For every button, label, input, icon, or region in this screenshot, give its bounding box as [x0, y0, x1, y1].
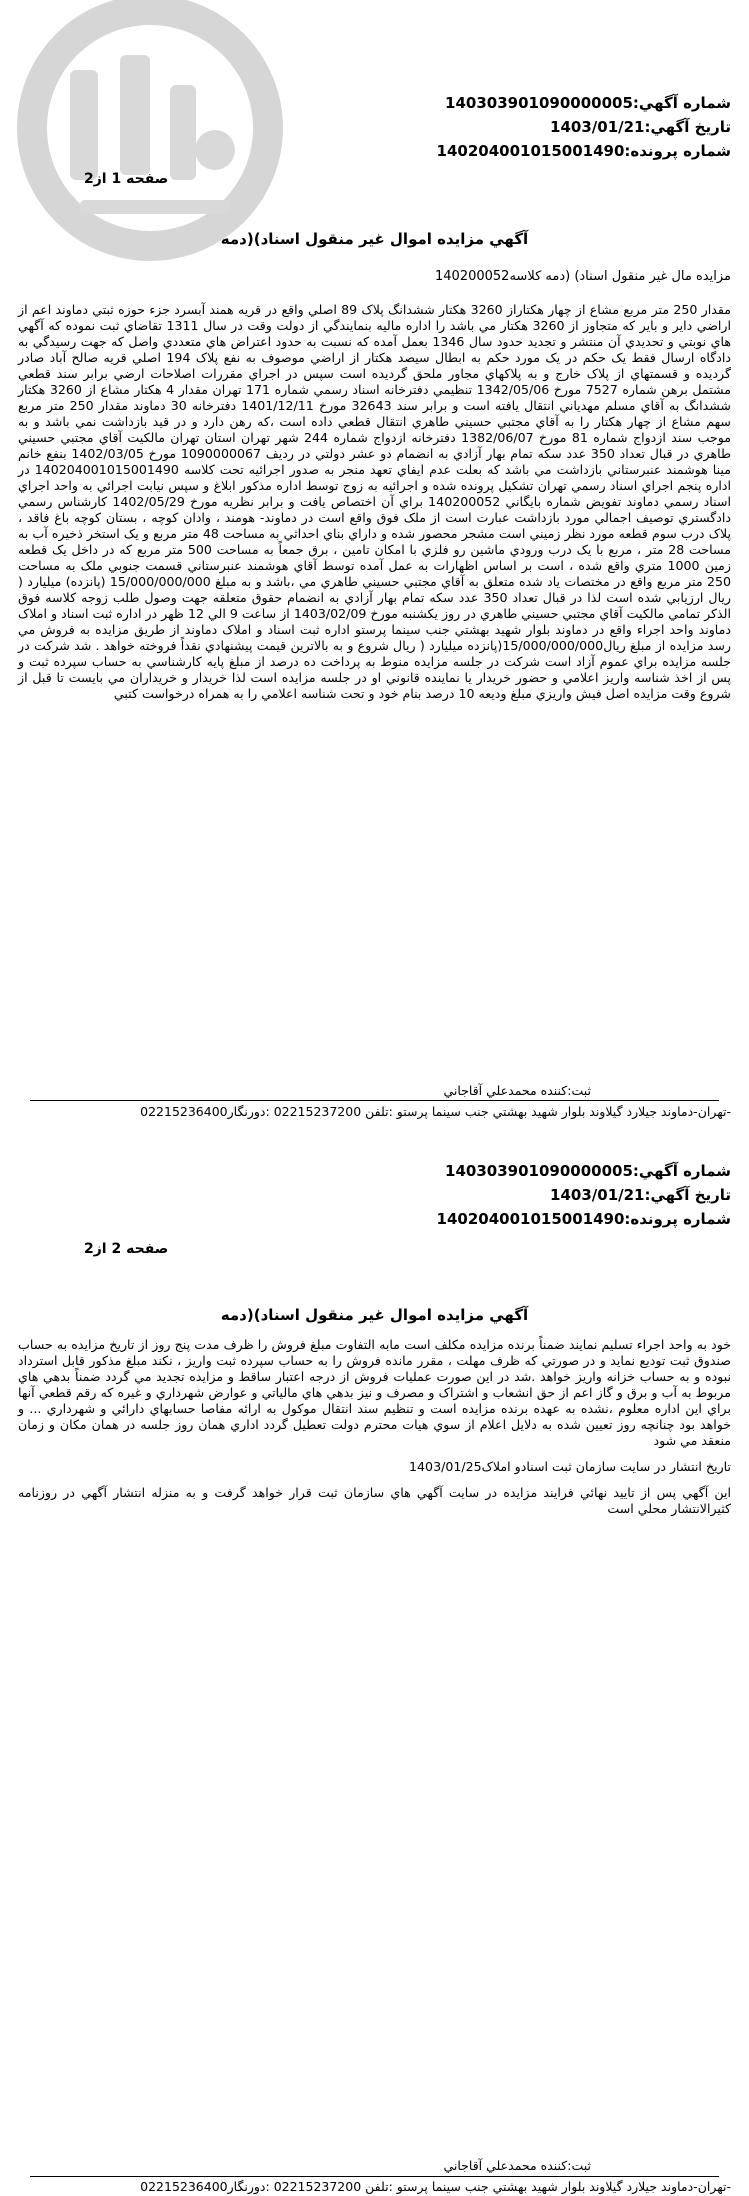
ad-header-meta-2	[437, 1159, 731, 1231]
divider-2	[30, 2176, 719, 2177]
ad-date: تاريخ آگهي:1403/01/21	[550, 118, 731, 136]
ad-number: شماره آگهي:140303901090000005	[445, 1162, 731, 1180]
ad-header-meta	[437, 91, 731, 163]
body-paragraph: خود به واحد اجراء تسليم نمايند ضمناً برنده مزايده مکلف است مابه التفاوت مبلغ فروش را ظرف مدت پنج روز از تاريخ مزايده به حساب صندوق ثبت توديع نمايد و در صورتي که ظرف مهلت ، مقرر مانده فروش را به حساب سپرده ثبت واريز ، نکند مبلغ مذکور قابل استرداد نبوده و به حساب خزانه واريز خواهد .شد در اين صورت عمليات فروش از درجه اعتبار ساقط و مزايده تجديد مي گردد ضمناً بدهي هاي مربوط به آب و برق و گاز اعم از حق انشعاب و اشتراک و مصرف و نيز بدهي هاي مالياتي و عوارض شهرداري و غيره که رقم قطعي آنها براي اين اداره معلوم ،نشده به عهده برنده مزايده است و تنظيم سند انتقال موکول به ارائه مفاصا حسابهاي دارائي و شهرداري ... و خواهد بود چنانچه روز تعيين شده به دلايل اعلام از سوي هيات محترم دولت تعطيل گردد اداري همان روز جلسه در همان مکان و زمان منعقد مي شود	[18, 1337, 731, 1448]
ad-title-2: آگهي مزايده اموال غير منقول اسناد)(دمه	[220, 1306, 529, 1324]
ad-title: آگهي مزايده اموال غير منقول اسناد)(دمه	[220, 230, 529, 248]
file-number: شماره پرونده:140204001015001490	[436, 1210, 731, 1228]
publish-date-note: تاريخ انتشار در سايت سازمان ثبت اسنادو املاک1403/01/25	[409, 1459, 731, 1474]
ad-subtitle: مزايده مال غير منقول اسناد) (دمه کلاسه140200052	[435, 269, 731, 284]
office-address: -تهران-دماوند جيلارد گيلاوند بلوار شهيد بهشتي جنب سينما پرستو :تلفن 02215237200 :دورنگار02215236400	[140, 1104, 731, 1119]
file-number: شماره پرونده:140204001015001490	[436, 142, 731, 160]
registrar-signature: ثبت:کننده محمدعلي آقاجاني	[443, 1083, 591, 1098]
ad-body	[18, 302, 731, 712]
registrar-signature-2: ثبت:کننده محمدعلي آقاجاني	[443, 2158, 591, 2173]
page-label-2: صفحه 2 از2	[84, 1241, 169, 1257]
ad-body-2	[18, 1337, 731, 1527]
ad-date: تاريخ آگهي:1403/01/21	[550, 1186, 731, 1204]
ad-number: شماره آگهي:140303901090000005	[445, 94, 731, 112]
divider	[30, 1100, 719, 1101]
publication-note: اين آگهي پس از تاييد نهائي فرايند مزايده در سايت آگهي هاي سازمان ثبت قرار خواهد گرفت و به منزله انتشار آگهي در روزنامه کثيرالانتشار محلي است	[18, 1485, 731, 1516]
office-address-2: -تهران-دماوند جيلارد گيلاوند بلوار شهيد بهشتي جنب سينما پرستو :تلفن 02215237200 :دورنگار02215236400	[140, 2179, 731, 2194]
body-paragraph: مقدار 250 متر مربع مشاع از چهار هکتاراز 3260 هکتار ششدانگ پلاک 89 اصلي واقع در قريه همند آبسرد جزء حوزه ثبتي دماوند اعم از اراضي داير و باير که متجاوز از 3260 هکتار مي باشد را اداره ماليه بنمايندگي از دولت وقت در سال 1311 تقاضاي ثبت نموده که آگهي هاي نوبتي و تحديدي آن منتشر و تجديد حدود سال 1346 بعمل آمده که نسبت به حدود اعتراض هاي متعددي واصل که جهت رسيدگي به دادگاه ارسال فقط يک حکم در يک مورد حکم به ابطال سيصد هکتار از اراضي موصوف به نفع پلاک 194 اصلي قريه صالح آباد صادر گرديده و قسمتهاي از پلاک خارج و به پلاکهاي مجاور ملحق گرديده است سپس در اجراي مقررات اصلاحات ارضي برابر سند قطعي مشتمل برهن شماره 7527 مورخ 1342/05/06 تنظيمي دفترخانه اسناد رسمي شماره 171 تهران مقدار 4 هکتار مشاع از 3260 هکتار ششدانگ به آقاي مسلم مهدياني انتقال يافته است و برابر سند 32643 مورخ 1401/12/11 دفترخانه 30 دماوند مقدار 250 متر مربع سهم مشاع از چهار هکتار را به آقاي مجتبي حسيني طاهري انتقال قطعي داده است ،که رهن دارد و در قيد بازداشت نمي باشد و به موجب سند ازدواج شماره 81 مورخ 1382/06/07 دفترخانه ازدواج شماره 244 شهر تهران استان تهران مالکيت آقاي مجتبي حسيني طاهري در قبال تعداد 350 عدد سکه تمام بهار آزادي به انضمام دو عشر دولتي در رديف 1090000067 مورخ 1402/03/05 بنفع خانم مينا هوشمند عنبرستاني بازداشت مي باشد که بعلت عدم ايفاي تعهد منجر به صدور اجرائيه تحت کلاسه 140204001015001490 در اداره پنجم اجراي اسناد رسمي تهران تشکيل پرونده شده و اجرائيه به زوج توسط اداره مذکور ابلاغ و سپس نيابت اجرائي به واحد اجراي اسناد رسمي دماوند تفويض شماره بايگاني 140200052 براي آن اختصاص يافت و برابر نظريه مورخ 1402/05/29 کارشناس رسمي دادگستري توصيف اجمالي مورد بازداشت عبارت است از ملک فوق واقع است در دماوند- هومند ، وادان کوچه ، بستان کوچه باغ فاقد ، پلاک درب سوم قطعه مورد نظر زميني است مشجر محصور شده و داراي بناي احداثي به مساحت 48 متر مربع و يک استخر ذخيره آب به مساحت 28 متر ، مربع با يک درب ورودي ماشين رو فلزي با امکان تامين ، برق جمعاً به مساحت 500 متر مربع که در داخل يک قطعه زمين 1000 متري واقع شده ، است بر اساس اظهارات به عمل آمده توسط آقاي هوشمند عنبرستاني قسمت جنوبي ملک به مساحت 250 متر مربع واقع در مختصات ياد شده متعلق به آقاي مجتبي حسيني طاهري مي ،باشد و به مبلغ 15/000/000/000 (پانزده) ميليارد ( ريال ارزيابي شده است لذا در قبال تعداد 350 عدد سکه تمام بهار آزادي به انضمام حقوق متعلقه جهت وصول طلب زوجه کلاسه فوق الذکر تمامي مالکيت آقاي مجتبي حسيني طاهري در روز يکشنبه مورخ 1403/02/09 از ساعت 9 الي 12 ظهر در اداره ثبت اسناد و املاک دماوند واحد اجراء واقع در دماوند بلوار شهيد بهشتي جنب سينما پرستو اداره ثبت اسناد و املاک دماوند از طريق مزايده به فروش مي رسد مزايده از مبلغ ريال15/000/000/000(پانزده ميليارد ( ريال شروع و به بالاترين قيمت پيشنهادي نقداً فروخته خواهد . شد شرکت در جلسه مزايده براي عموم آزاد است شرکت در جلسه مزايده منوط به پرداخت ده درصد از مبلغ پايه کارشناسي به حساب سپرده ثبت و پس از اخذ شناسه واريز اعلامي و حضور خريدار يا نماينده قانوني او در جلسه مزايده است لذا خريدار و خريداران مي بايست تا قبل از شروع وقت مزايده اصل فيش واريزي مبلغ وديعه 10 درصد بنام خود و تحت شناسه اعلامي را به همراه درخواست کتبي	[18, 302, 732, 701]
auction-ad-page-2	[0, 1120, 749, 2196]
page-label: صفحه 1 از2	[84, 171, 169, 187]
